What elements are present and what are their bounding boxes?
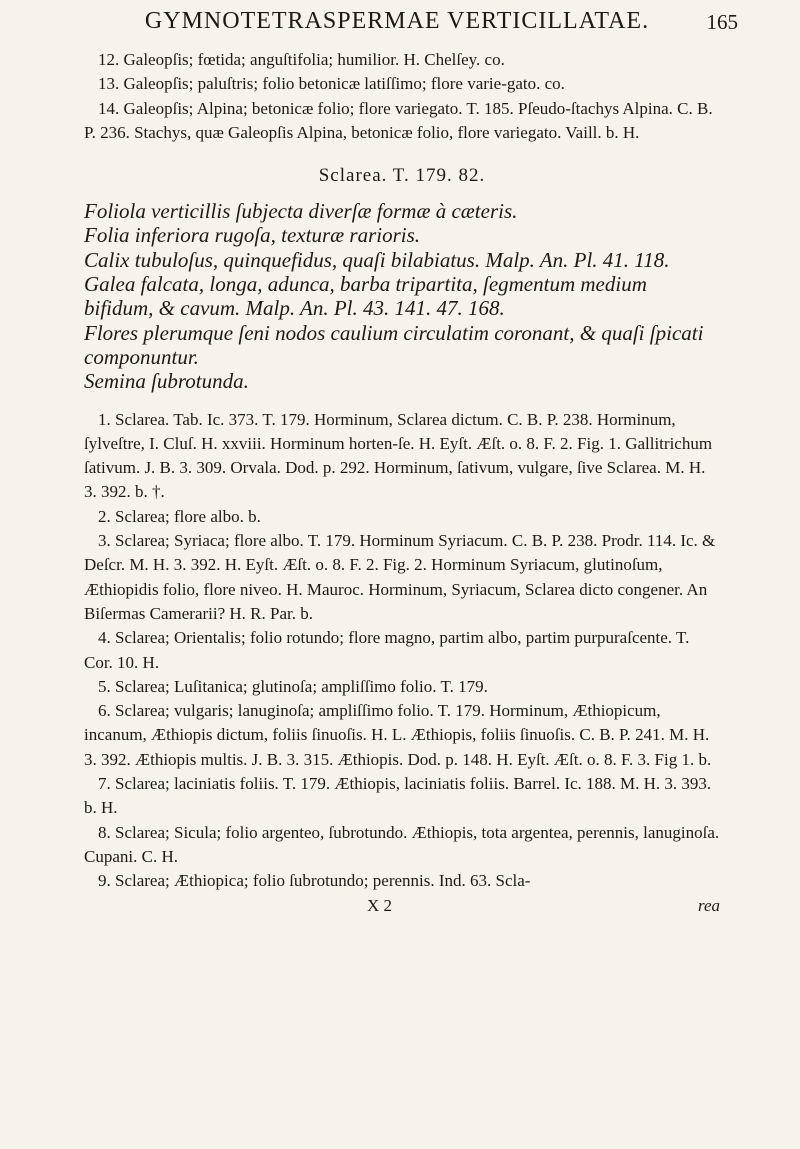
species-2: 2. Sclarea; flore albo. b.	[98, 506, 261, 526]
running-title: GYMNOTETRASPERMAE VERTICILLATAE.	[144, 8, 650, 34]
genus-heading: Sclarea. T. 179. 82.	[318, 165, 486, 187]
species-7: 7. Sclarea; laciniatis foliis. T. 179. Æthiopis, laciniatis foliis. Barrel. Ic. 188. M. H. 3. 393. b. H.	[84, 774, 712, 818]
species-5: 5. Sclarea; Luſitanica; glutinoſa; ampliſſimo folio. T. 179.	[98, 676, 488, 696]
entry-13: 13. Galeopſis; paluſtris; folio betonicæ latiſſimo; flore varie-gato. co.	[98, 74, 565, 94]
diagnosis-foliola: Foliola verticillis ſubjecta diverſæ formæ à cæteris.	[84, 199, 518, 224]
diagnosis-flores: Flores plerumque ſeni nodos caulium circulatim coronant, & quaſi ſpicati componuntur.	[84, 320, 704, 369]
diagnosis-folia: Folia inferiora rugoſa, texturæ rarioris.	[84, 223, 421, 248]
signature-mark: X 2	[367, 895, 393, 915]
running-header	[84, 8, 738, 48]
diagnosis-semina: Semina ſubrotunda.	[84, 369, 249, 394]
species-9: 9. Sclarea; Æthiopica; folio ſubrotundo; perennis. Ind. 63. Scla-	[98, 871, 531, 891]
diagnosis-calix: Calix tubuloſus, quinquefidus, quaſi bilabiatus. Malp. An. Pl. 41. 118.	[84, 247, 670, 272]
entry-14: 14. Galeopſis; Alpina; betonicæ folio; flore variegato. T. 185. Pſeudo-ſtachys Alpina. C. B. P. 236. Stachys, quæ Galeopſis Alpina, betonicæ folio, flore variegato. Vaill. b. H.	[84, 98, 713, 142]
entry-12: 12. Galeopſis; fœtida; anguſtifolia; humilior. H. Chelſey. co.	[98, 50, 505, 69]
species-6: 6. Sclarea; vulgaris; lanuginoſa; ampliſſimo folio. T. 179. Horminum, Æthiopicum, incanum, Æthiopis dictum, foliis ſinuoſis. H. L. Æthiopis, foliis ſinuoſis. C. B. P. 241. M. H. 3. 392. Æthiopis multis. J. B. 3. 315. Æthiopis. Dod. p. 148. H. Eyſt. Æſt. o. 8. F. 3. Fig 1. b.	[84, 701, 712, 769]
catchword: rea	[697, 895, 720, 915]
species-4: 4. Sclarea; Orientalis; folio rotundo; flore magno, partim albo, partim purpuraſcente. T. Cor. 10. H.	[84, 628, 690, 672]
species-8: 8. Sclarea; Sicula; folio argenteo, ſubrotundo. Æthiopis, tota argentea, perennis, lanuginoſa. Cupani. C. H.	[84, 822, 720, 866]
page-footer	[84, 896, 720, 922]
page-number: 165	[706, 10, 738, 34]
diagnosis-galea: Galea falcata, longa, adunca, barba tripartita, ſegmentum medium bifidum, & cavum. Malp. An. Pl. 43. 141. 47. 168.	[84, 272, 647, 321]
species-3: 3. Sclarea; Syriaca; flore albo. T. 179. Horminum Syriacum. C. B. P. 238. Prodr. 114. Ic. & Deſcr. M. H. 3. 392. H. Eyſt. Æſt. o. 8. F. 2. Fig. 2. Horminum Syriacum, glutinoſum, Æthiopidis folio, flore niveo. H. Mauroc. Horminum, Syriacum, Sclarea dicto congener. An Biſermas Camerarii? H. R. Par. b.	[84, 531, 716, 623]
species-1: 1. Sclarea. Tab. Ic. 373. T. 179. Horminum, Sclarea dictum. C. B. P. 238. Horminum, ſylveſtre, I. Cluſ. H. xxviii. Horminum horten-ſe. H. Eyſt. Æſt. o. 8. F. 2. Fig. 1. Gallitrichum ſativum. J. B. 3. 309. Orvala. Dod. p. 292. Horminum, ſativum, vulgare, ſive Sclarea. M. H. 3. 392. b. †.	[84, 409, 713, 502]
